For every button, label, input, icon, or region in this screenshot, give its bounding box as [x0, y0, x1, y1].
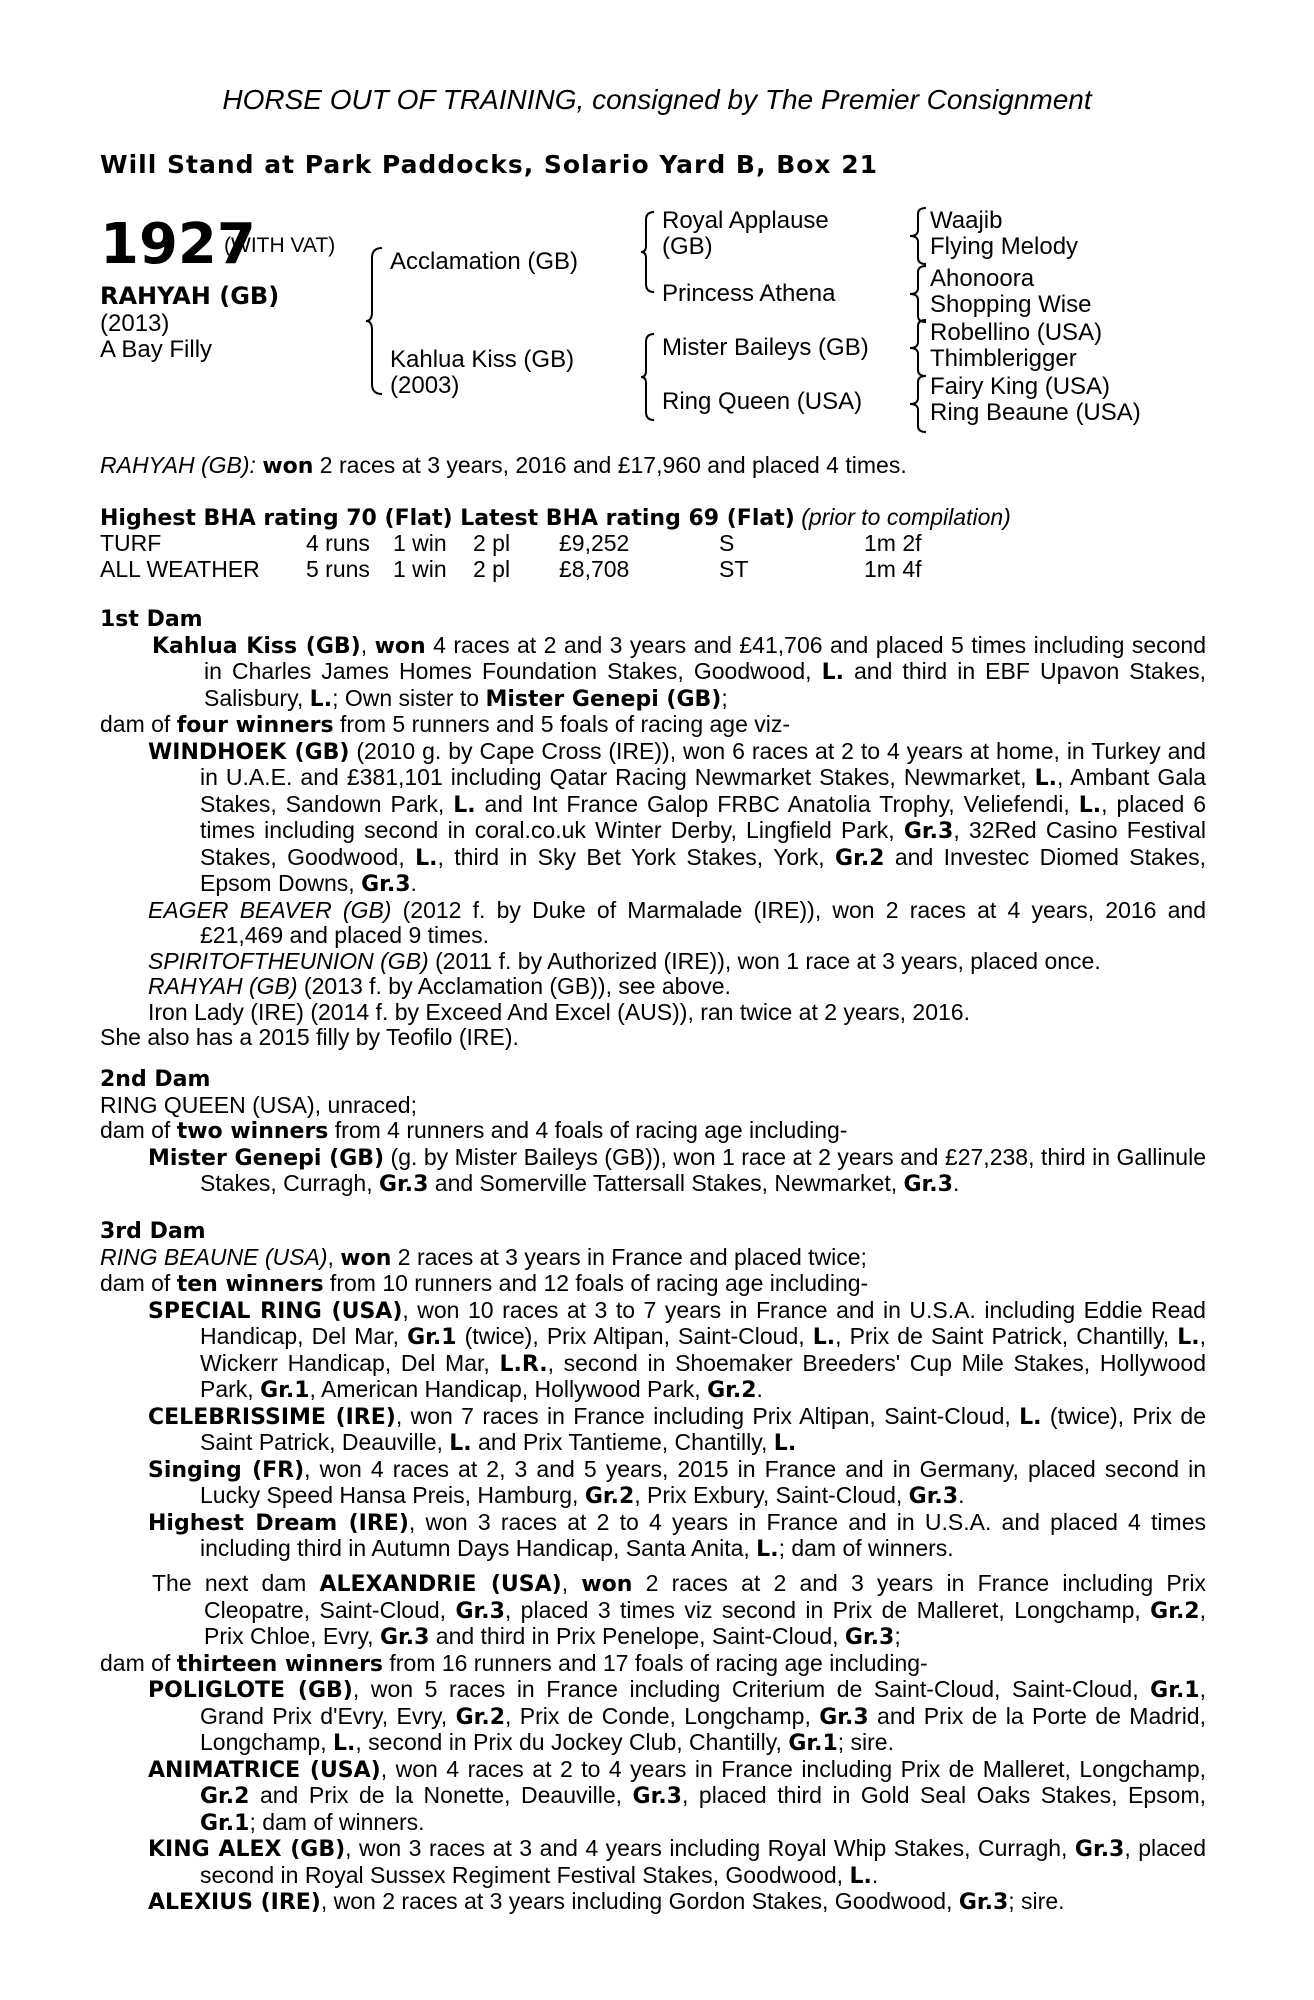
text-run: , Prix Chloe, Evry, [204, 1596, 1206, 1649]
text-run: , won 4 races at 2 to 4 years in France including Prix de Malleret, Longchamp, [380, 1755, 1207, 1782]
text-run: L. [449, 1431, 472, 1456]
text-run: L. [1019, 1404, 1042, 1430]
horse-name: RAHYAH (GB) [100, 282, 280, 310]
text-run: Gr.1 [200, 1810, 250, 1836]
text-run: , Prix de Saint Patrick, Chantilly, [835, 1323, 1178, 1349]
text-run: Gr.3 [455, 1598, 505, 1624]
text-run: Gr.3 [903, 1172, 953, 1197]
produce-entry [100, 1757, 1206, 1837]
produce-entry [100, 1836, 1206, 1889]
text-run: RAHYAH (GB) [148, 973, 298, 999]
pedigree-sire-sire-country: (GB) [662, 233, 713, 260]
text-run: (twice), Prix Altipan, Saint-Cloud, [456, 1323, 813, 1349]
text-run: (g. by Mister Baileys (GB)), won 1 race at 2 years and £27,238, third in Gallinule Stakes, Curragh, [200, 1143, 1206, 1196]
produce-intro [100, 1651, 1206, 1678]
text-run: ; [721, 684, 728, 711]
text-run: Gr.3 [844, 1625, 895, 1650]
text-run: , won 10 races at 3 to 7 years in France and in U.S.A. including Eddie Read Handicap, Del Mar, [200, 1296, 1206, 1349]
table-row-surface: TURF [100, 530, 162, 556]
text-run: . [871, 1861, 879, 1888]
text-run: and Int France Galop FRBC Anatolia Trophy, Veliefendi, [475, 790, 1079, 817]
text-run: Gr.1 [1150, 1678, 1200, 1703]
text-run: , placed third in Gold Seal Oaks Stakes, Epsom, [681, 1782, 1206, 1808]
text-run: ; sire. [837, 1729, 894, 1755]
text-run: won [581, 1572, 633, 1597]
table-cell: £9,252 [559, 530, 630, 556]
table-cell: ST [719, 556, 749, 582]
text-run: , won 5 races in France including Criterium de Saint-Cloud, Saint-Cloud, [352, 1676, 1151, 1702]
text-run: . [952, 1170, 960, 1196]
text-run: . [410, 870, 417, 896]
next-dam-section [100, 1571, 1206, 1916]
text-run: (2010 g. by Cape Cross (IRE)), won 6 races at 2 to 4 years at home, in Turkey and in U.A.E. and £381,101 including Qatar Racing Newmarket Stakes, Newmarket, [200, 737, 1206, 790]
text-run: , third in Sky Bet York Stakes, York, [437, 843, 836, 870]
text-run: L.R. [499, 1351, 548, 1377]
text-run: L. [309, 686, 333, 712]
text-run: CELEBRISSIME (IRE) [148, 1404, 396, 1430]
text-run: and Somerville Tattersall Stakes, Newmarket, [428, 1170, 904, 1196]
pedigree-g5: Robellino (USA) [930, 319, 1103, 346]
text-run: EAGER BEAVER (GB) [148, 896, 392, 923]
table-cell: 1 win [393, 530, 447, 556]
table-cell: 1m 4f [864, 556, 922, 582]
text-run: Gr.2 [584, 1484, 635, 1509]
text-run: (2012 f. by Duke of Marmalade (IRE)), won 2 races at 4 years, 2016 and £21,469 and placed 9 times. [200, 896, 1206, 948]
text-run: L. [1034, 766, 1057, 791]
produce-intro [100, 712, 1206, 739]
text-run: , placed second in Royal Sussex Regiment Festival Stakes, Goodwood, [200, 1835, 1206, 1888]
lot-number: 1927 [100, 212, 256, 277]
text-run: and third in Prix Penelope, Saint-Cloud, [429, 1623, 845, 1649]
text-run: (2011 f. by Authorized (IRE)), won 1 race at 3 years, placed once. [428, 947, 1101, 974]
text-run: two winners [176, 1119, 329, 1144]
text-run: Gr.3 [958, 1890, 1009, 1915]
text-run: Gr.3 [819, 1704, 869, 1730]
table-cell: £8,708 [559, 556, 630, 582]
produce-entry [100, 949, 1206, 975]
pedigree-brace-g4 [906, 374, 928, 434]
horse-year: (2013) [100, 310, 170, 337]
text-run: 4 races at 2 and 3 years and £41,706 and placed 5 times including second in Charles James Homes Foundation Stakes, Goodwood, [204, 631, 1206, 684]
pedigree-g8: Ring Beaune (USA) [930, 399, 1141, 426]
text-run: , second in Prix du Jockey Club, Chantilly, [355, 1729, 789, 1755]
text-run: and third in EBF Upavon Stakes, Salisbury, [204, 658, 1206, 711]
table-cell: 5 runs [306, 556, 370, 582]
text-run: won [340, 1245, 392, 1271]
text-run: (prior to compilation) [801, 504, 1011, 530]
produce-entry [100, 974, 1206, 1000]
text-run: 2 races at 2 and 3 years in France including Prix Cleopatre, Saint-Cloud, [204, 1570, 1207, 1623]
text-run: 2 races at 3 years in France and placed twice; [391, 1243, 867, 1270]
dam-note: She also has a 2015 filly by Teofilo (IRE). [100, 1024, 519, 1050]
pedigree-brace-g3 [906, 318, 928, 378]
pedigree-dam: Kahlua Kiss (GB) [390, 346, 575, 373]
text-run: (2013 f. by Acclamation (GB)), see above. [297, 973, 731, 999]
produce-entry [100, 1510, 1206, 1563]
text-run: Gr.3 [908, 1484, 959, 1509]
table-cell: 1 win [393, 556, 447, 582]
text-run: Gr.1 [407, 1325, 457, 1350]
produce-entry [100, 1404, 1206, 1457]
pedigree-g3: Ahonoora [930, 265, 1035, 292]
race-summary: RAHYAH (GB): won 2 races at 3 years, 2016 and £17,960 and placed 4 times. [100, 452, 907, 479]
text-run: SPIRITOFTHEUNION (GB) [148, 947, 429, 974]
text-run: ten winners [176, 1272, 324, 1297]
table-cell: 2 pl [473, 530, 511, 556]
text-run: Gr.3 [1074, 1837, 1125, 1862]
text-run: , Prix Exbury, Saint-Cloud, [634, 1482, 909, 1508]
produce-entry [100, 1145, 1206, 1198]
produce-entry [100, 1677, 1206, 1757]
text-run: Gr.3 [632, 1784, 682, 1809]
text-run: Gr.3 [903, 819, 954, 844]
text-run: from 16 runners and 17 foals of racing age including- [383, 1649, 928, 1676]
pedigree-brace-g1 [906, 206, 928, 266]
text-run: dam of [100, 1270, 177, 1296]
pedigree-g2: Flying Melody [930, 233, 1079, 260]
text-run: dam of [100, 1649, 177, 1676]
pedigree-dam-sire: Mister Baileys (GB) [662, 334, 869, 361]
third-dam-section [100, 1218, 1206, 1563]
text-run: RAHYAH (GB) [100, 452, 250, 478]
text-run: , [327, 1243, 341, 1270]
text-run: L. [756, 1537, 779, 1562]
produce-entry [100, 898, 1206, 949]
produce-entry [100, 739, 1206, 898]
text-run: L. [1078, 792, 1102, 818]
text-run: SPECIAL RING (USA) [148, 1298, 403, 1324]
text-run: , won 4 races at 2, 3 and 5 years, 2015 in France and in Germany, placed second in Lucky Speed Hansa Preis, Hamburg, [200, 1455, 1206, 1508]
text-run: Highest BHA rating 70 (Flat) Latest BHA rating 69 (Flat) [100, 506, 795, 531]
text-run: . [958, 1482, 965, 1508]
table-cell: S [719, 530, 735, 556]
pedigree-dam-dam: Ring Queen (USA) [662, 388, 863, 415]
text-run: ANIMATRICE (USA) [148, 1757, 381, 1783]
text-run: ALEXIUS (IRE) [148, 1890, 321, 1915]
text-run: Gr.2 [200, 1784, 250, 1809]
produce-entry [100, 1298, 1206, 1404]
text-run: L. [773, 1431, 797, 1456]
text-run: (twice), Prix de Saint Patrick, Deauville, [200, 1402, 1206, 1455]
pedigree-brace-sire [640, 210, 656, 294]
section-heading: 2nd Dam [100, 1067, 211, 1092]
text-run: WINDHOEK (GB) [148, 739, 350, 765]
produce-entry [100, 1457, 1206, 1510]
text-run: ; [894, 1623, 901, 1649]
text-run: RING BEAUNE (USA) [100, 1243, 328, 1270]
text-run: and Investec Diomed Stakes, Epsom Downs, [200, 843, 1206, 896]
text-run: , second in Shoemaker Breeders' Cup Mile Stakes, Hollywood Park, [200, 1349, 1206, 1402]
text-run: , won 2 races at 3 years including Gordon Stakes, Goodwood, [320, 1888, 959, 1914]
second-dam-section [100, 1066, 1206, 1198]
horse-description: A Bay Filly [100, 336, 213, 363]
section-heading: 1st Dam [100, 607, 203, 632]
text-run: POLIGLOTE (GB) [148, 1678, 353, 1703]
pedigree-dam-year: (2003) [390, 372, 460, 399]
pedigree-g7: Fairy King (USA) [930, 373, 1111, 400]
pedigree-brace-dam [640, 332, 656, 422]
text-run: , Prix de Conde, Longchamp, [505, 1702, 820, 1729]
text-run: from 10 runners and 12 foals of racing age including- [323, 1270, 869, 1296]
text-run: thirteen winners [176, 1651, 384, 1677]
text-run: L. [849, 1863, 872, 1889]
text-run: Gr.2 [835, 845, 885, 871]
text-run: won [374, 633, 426, 659]
text-run: , Wickerr Handicap, Del Mar, [200, 1323, 1207, 1376]
pedigree-g1: Waajib [930, 207, 1003, 234]
text-run: Highest Dream (IRE) [148, 1510, 409, 1536]
table-cell: 1m 2f [864, 530, 922, 556]
first-dam-section [100, 606, 1206, 1051]
text-run: Gr.3 [378, 1172, 429, 1197]
text-run: KING ALEX (GB) [148, 1837, 346, 1862]
text-run: L. [821, 660, 844, 685]
text-run: , won 7 races in France including Prix Altipan, Saint-Cloud, [395, 1402, 1020, 1429]
text-run: and Prix Tantieme, Chantilly, [471, 1429, 774, 1455]
pedigree-sire: Acclamation (GB) [390, 248, 579, 275]
produce-intro [100, 1118, 1206, 1145]
text-run: The next dam [152, 1570, 320, 1596]
text-run: Gr.2 [455, 1704, 506, 1730]
text-run: , Ambant Gala Stakes, Sandown Park, [200, 764, 1206, 817]
text-run: Gr.2 [1150, 1598, 1200, 1624]
text-run: , won 3 races at 3 and 4 years including Royal Whip Stakes, Curragh, [345, 1835, 1075, 1861]
dam-paragraph: Kahlua Kiss (GB), won 4 races at 2 and 3 years and £41,706 and placed 5 times including second in Charles James Homes Foundation Stakes, Goodwood, L. and third in EBF Upavon Stakes, Salisbury, L.; Own sister to Mister Genepi (GB); [152, 631, 1206, 712]
text-run: , American Handicap, Hollywood Park, [309, 1376, 708, 1402]
text-run: from 4 runners and 4 foals of racing age including- [328, 1117, 848, 1143]
dam-paragraph [100, 1245, 1206, 1272]
text-run: Kahlua Kiss (GB) [152, 633, 361, 659]
text-run: ALEXANDRIE (USA) [319, 1572, 562, 1597]
produce-entry: Iron Lady (IRE) (2014 f. by Exceed And Excel (AUS)), ran twice at 2 years, 2016. [148, 998, 970, 1025]
table-cell: 4 runs [306, 530, 370, 556]
dam-paragraph: RING QUEEN (USA), unraced; [100, 1091, 417, 1118]
text-run: 2 races at 3 years, 2016 and £17,960 and placed 4 times. [313, 452, 907, 478]
text-run: Gr.3 [361, 872, 411, 897]
text-run: Mister Genepi (GB) [485, 686, 722, 712]
text-run: and Prix de la Nonette, Deauville, [249, 1782, 633, 1808]
text-run: . [756, 1376, 763, 1402]
text-run: four winners [176, 713, 334, 738]
vat-note: (WITH VAT) [224, 234, 336, 257]
ratings-heading [100, 504, 1011, 531]
text-run: Mister Genepi (GB) [148, 1145, 385, 1171]
text-run: L. [332, 1731, 356, 1756]
pedigree-sire-dam: Princess Athena [662, 280, 836, 307]
text-run: Gr.3 [379, 1625, 430, 1650]
text-run: ; dam of winners. [249, 1808, 425, 1835]
pedigree-brace-g2 [906, 264, 928, 324]
text-run: , placed 3 times viz second in Prix de Malleret, Longchamp, [504, 1596, 1151, 1623]
text-run: L. [415, 845, 438, 871]
text-run: and Prix de la Porte de Madrid, Longchamp, [200, 1702, 1206, 1755]
text-run: Gr.1 [260, 1378, 310, 1403]
section-heading: 3rd Dam [100, 1219, 206, 1244]
page-header: HORSE OUT OF TRAINING, consigned by The Premier Consignment [222, 84, 1092, 115]
text-run: Gr.1 [788, 1731, 838, 1756]
table-row-surface: ALL WEATHER [100, 556, 260, 582]
text-run: , won 3 races at 2 to 4 years in France and in U.S.A. and placed 4 times including third in Autumn Days Handicap, Santa Anita, [200, 1508, 1206, 1561]
pedigree-g4: Shopping Wise [930, 291, 1092, 318]
stand-location: Will Stand at Park Paddocks, Solario Yard B, Box 21 [100, 150, 879, 179]
produce-entry [100, 1889, 1206, 1916]
text-run: Gr.2 [707, 1378, 757, 1403]
text-run: won [262, 454, 314, 479]
text-run: L. [453, 792, 476, 818]
text-run: dam of [100, 711, 177, 737]
text-run: ; dam of winners. [778, 1535, 954, 1561]
produce-intro [100, 1271, 1206, 1298]
dam-paragraph: The next dam ALEXANDRIE (USA), won 2 races at 2 and 3 years in France including Prix Cleopatre, Saint-Cloud, Gr.3, placed 3 times viz second in Prix de Malleret, Longchamp, Gr.2, Prix Chloe, Evry, Gr.3 and third in Prix Penelope, Saint-Cloud, Gr.3; [152, 1570, 1207, 1650]
text-run: from 5 runners and 5 foals of racing age viz- [333, 711, 791, 737]
text-run: , Grand Prix d'Evry, Evry, [200, 1676, 1206, 1729]
text-run: , placed 6 times including second in coral.co.uk Winter Derby, Lingfield Park, [200, 790, 1207, 843]
pedigree-g6: Thimblerigger [930, 345, 1077, 372]
text-run: ; sire. [1008, 1888, 1065, 1914]
pedigree-brace-main [364, 246, 384, 396]
text-run: L. [812, 1325, 836, 1350]
table-cell: 2 pl [473, 556, 511, 582]
text-run: , 32Red Casino Festival Stakes, Goodwood, [200, 817, 1206, 870]
pedigree-sire-sire: Royal Applause [662, 207, 829, 234]
text-run: L. [1177, 1325, 1200, 1350]
text-run: dam of [100, 1117, 177, 1143]
text-run: Singing (FR) [148, 1457, 305, 1483]
text-run: ; Own sister to [332, 684, 486, 711]
